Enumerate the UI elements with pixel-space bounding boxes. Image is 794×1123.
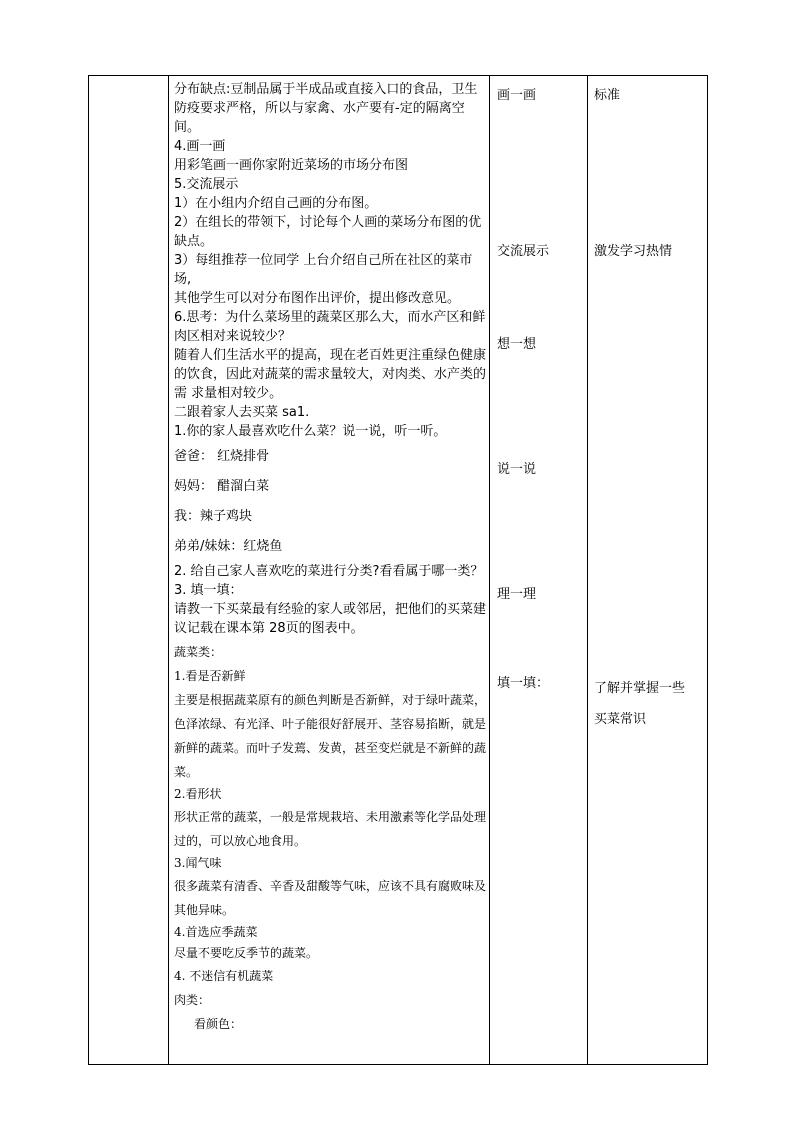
family-dish: 我：辣子鸡块 xyxy=(174,509,253,524)
purpose-label: 买菜常识 xyxy=(594,712,647,727)
text-line: 随着人们生活水平的提高，现在老百姓更注重绿色健康的饮食，因此对蔬菜的需求量较大，对肉类、水产类的需 求量相对较少。 xyxy=(174,348,487,401)
activity-label: 说一说 xyxy=(497,462,537,477)
tip-heading: 4.首选应季蔬菜 xyxy=(174,925,258,939)
lesson-plan-table xyxy=(88,75,708,1065)
content-column-cell xyxy=(169,76,490,1065)
text-line: 其他学生可以对分布图作出评价，提出修改意见。 xyxy=(174,291,461,306)
tip-heading: 2.看形状 xyxy=(174,787,222,801)
meat-color-label: 看颜色： xyxy=(194,1017,243,1031)
tip-body: 尽量不要吃反季节的蔬菜。 xyxy=(174,946,319,960)
purpose-column-cell xyxy=(588,76,708,1065)
activity-label: 画一画 xyxy=(497,88,537,103)
meat-section-title: 肉类： xyxy=(174,993,211,1007)
activity-label: 想一想 xyxy=(497,337,537,352)
text-line: 1.你的家人最喜欢吃什么菜？说一说，听一听。 xyxy=(174,424,447,439)
lesson-content xyxy=(174,80,486,1036)
purpose-label: 激发学习热情 xyxy=(594,244,673,259)
text-line: 1）在小组内介绍自己画的分布图。 xyxy=(174,196,378,211)
text-line: 用彩笔画一画你家附近菜场的市场分布图 xyxy=(174,158,409,173)
family-dish: 弟弟/妹妹：红烧鱼 xyxy=(174,539,283,554)
vegetable-section-title: 蔬菜类： xyxy=(174,645,223,659)
text-line: 2）在组长的带领下，讨论每个人画的菜场分布图的优缺点。 xyxy=(174,215,482,249)
table-row xyxy=(89,76,708,1065)
text-line: 3）每组推荐一位同学 上台介绍自己所在社区的菜市场, xyxy=(174,253,473,287)
tip-body: 很多蔬菜有清香、辛香及甜酸等气味，应该不具有腐败味及其他异味。 xyxy=(174,879,487,917)
text-line: 5.交流展示 xyxy=(174,177,239,192)
tip-heading: 4. 不迷信有机蔬菜 xyxy=(174,969,274,983)
family-dish: 妈妈： 醋溜白菜 xyxy=(174,479,270,494)
empty-column-cell xyxy=(89,76,169,1065)
tip-heading: 3.闻气味 xyxy=(174,856,222,870)
family-dish: 爸爸： 红烧排骨 xyxy=(174,449,270,464)
question-2: 2. 给自己家人喜欢吃的菜进行分类?看看属于哪一类？ xyxy=(174,564,484,579)
text-line: 分布缺点:豆制品属于半成品或直接入口的食品，卫生防疫要求严格，所以与家禽、水产要有-定的隔离空间。 xyxy=(174,82,478,135)
activity-label: 理一理 xyxy=(497,587,537,602)
tip-body: 主要是根据蔬菜原有的颜色判断是否新鲜，对于绿叶蔬菜，色泽浓绿、有光泽、叶子能很好舒展开、茎容易掐断，就是新鲜的蔬菜。而叶子发蔫、发黄，甚至变烂就是不新鲜的蔬菜。 xyxy=(174,693,487,779)
purpose-label: 标准 xyxy=(594,88,621,103)
text-line: 4.画一画 xyxy=(174,139,226,154)
text-line: 二跟着家人去买菜 sa1. xyxy=(174,405,310,420)
question-3-body: 请教一下买菜最有经验的家人或邻居，把他们的买菜建议记载在课本第 28页的图表中。 xyxy=(174,602,487,636)
purpose-label: 了解并掌握一些 xyxy=(594,681,686,696)
tip-heading: 1.看是否新鲜 xyxy=(174,669,246,683)
activity-column-cell xyxy=(490,76,588,1065)
question-3: 3. 填一填： xyxy=(174,583,243,598)
text-line: 6.思考：为什么菜场里的蔬菜区那么大，而水产区和鲜肉区相对来说较少？ xyxy=(174,310,486,344)
activity-label: 交流展示 xyxy=(497,244,550,259)
tip-body: 形状正常的蔬菜，一般是常规栽培、未用激素等化学品处理过的，可以放心地食用。 xyxy=(174,810,487,848)
activity-label: 填一填： xyxy=(497,676,550,691)
